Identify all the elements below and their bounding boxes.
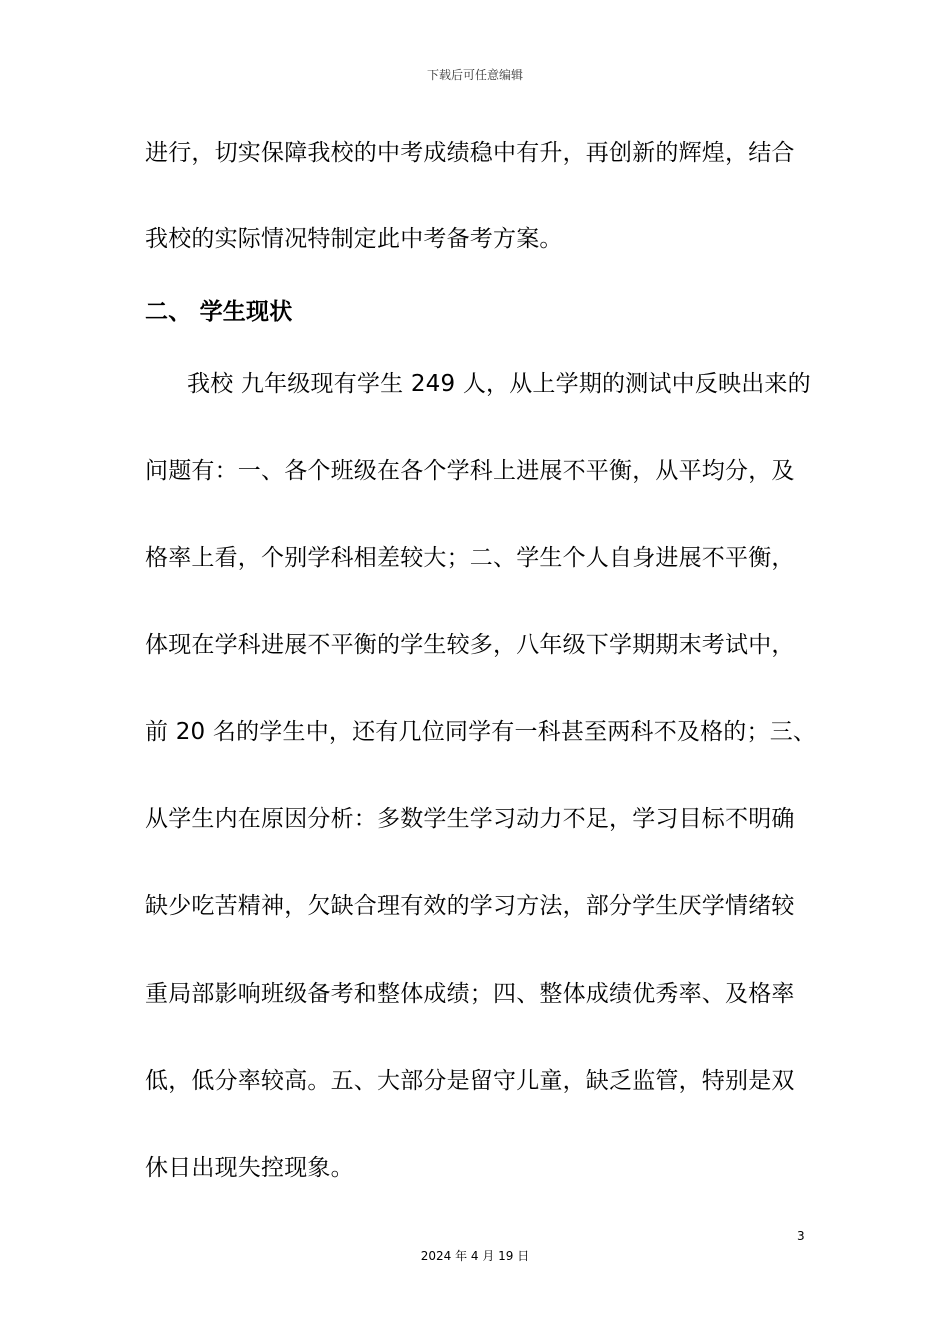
section-heading: 二、 学生现状 (145, 299, 293, 325)
paragraph-line: 我校 九年级现有学生 249 人，从上学期的测试中反映出来的 (187, 371, 811, 397)
paragraph-line: 体现在学科进展不平衡的学生较多，八年级下学期期末考试中， (145, 632, 795, 658)
paragraph-line: 从学生内在原因分析：多数学生学习动力不足，学习目标不明确 (145, 806, 795, 832)
page-header: 下载后可任意编辑 (426, 68, 523, 82)
paragraph-line: 休日出现失控现象。 (145, 1155, 354, 1181)
paragraph-line: 前 20 名的学生中，还有几位同学有一科甚至两科不及格的；三、 (145, 719, 817, 745)
paragraph-line: 进行，切实保障我校的中考成绩稳中有升，再创新的辉煌，结合 (145, 140, 795, 166)
paragraph-line: 重局部影响班级备考和整体成绩；四、整体成绩优秀率、及格率 (145, 981, 795, 1007)
paragraph-line: 我校的实际情况特制定此中考备考方案。 (145, 226, 563, 252)
paragraph-line: 格率上看，个别学科相差较大；二、学生个人自身进展不平衡， (145, 545, 795, 571)
footer-date: 2024 年 4 月 19 日 (420, 1249, 530, 1263)
page-number: 3 (797, 1229, 805, 1243)
paragraph-line: 缺少吃苦精神，欠缺合理有效的学习方法，部分学生厌学情绪较 (145, 893, 795, 919)
paragraph-line: 问题有：一、各个班级在各个学科上进展不平衡，从平均分，及 (145, 458, 795, 484)
paragraph-line: 低，低分率较高。五、大部分是留守儿童，缺乏监管，特别是双 (145, 1068, 795, 1094)
